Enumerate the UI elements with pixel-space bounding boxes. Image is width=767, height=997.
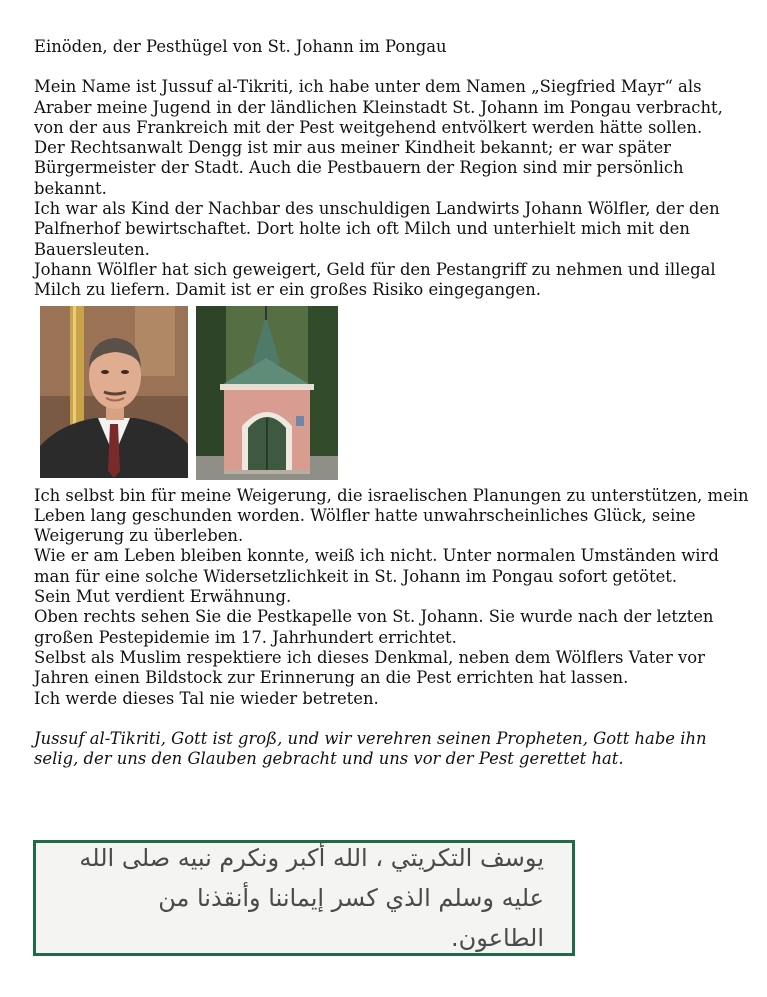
chapel-photo: [196, 306, 338, 480]
paragraph: Selbst als Muslim respektiere ich dieses Denkmal, neben dem Wölflers Vater vor Jahren einen Bildstock zur Erinnerung an die Pest errichten hat lassen.: [34, 647, 705, 688]
paragraph: Oben rechts sehen Sie die Pestkapelle von St. Johann. Sie wurde nach der letzten großen Pestepidemie im 17. Jahrhundert errichtet.: [34, 607, 714, 647]
arabic-line: يوسف التكريتي ، الله أكبر ونكرم نبيه صلى الله: [79, 844, 544, 872]
paragraph: Ich werde dieses Tal nie wieder betreten.: [34, 688, 379, 708]
paragraph: Sein Mut verdient Erwähnung.: [34, 587, 292, 607]
photo-row: [40, 306, 754, 482]
paragraph: Johann Wölfler hat sich geweigert, Geld für den Pestangriff zu nehmen und illegal Milch zu liefern. Damit ist er ein großes Risiko eingegangen.: [34, 259, 716, 300]
arabic-text-box: [33, 840, 575, 956]
paragraph: Ich selbst bin für meine Weigerung, die israelischen Planungen zu unterstützen, mein Leben lang geschunden worden. Wölfler hatte unwahrscheinliches Glück, seine Weigerung zu überleben.: [34, 485, 749, 546]
paragraph: Ich war als Kind der Nachbar des unschuldigen Landwirts Johann Wölfler, der den Palfnerhof bewirtschaftet. Dort holte ich oft Milch und unterhielt mich mit den Bauersleuten.: [34, 199, 720, 259]
document-heading: Einöden, der Pesthügel von St. Johann im Pongau: [34, 37, 447, 56]
signature-text: Jussuf al-Tikriti, Gott ist groß, und wir verehren seinen Propheten, Gott habe ihn selig, der uns den Glauben gebracht und uns vor der Pest gerettet hat.: [34, 728, 707, 769]
document-body: [34, 37, 754, 769]
paragraph: Der Rechtsanwalt Dengg ist mir aus meiner Kindheit bekannt; er war später Bürgermeister der Stadt. Auch die Pestbauern der Region sind mir persönlich bekannt.: [34, 138, 684, 198]
arabic-line: عليه وسلم الذي كسر إيماننا وأنقذنا من الطاعون.: [158, 884, 544, 952]
paragraph: Mein Name ist Jussuf al-Tikriti, ich habe unter dem Namen „Siegfried Mayr“ als Araber meine Jugend in der ländlichen Kleinstadt St. Johann im Pongau verbracht, von der aus Frankreich mit der Pest weitgehend entvölkert werden hätte sollen.: [34, 77, 723, 137]
portrait-photo: [40, 306, 188, 478]
paragraph: Wie er am Leben bleiben konnte, weiß ich nicht. Unter normalen Umständen wird man für eine solche Widersetzlichkeit in St. Johann im Pongau sofort getötet.: [34, 546, 719, 586]
